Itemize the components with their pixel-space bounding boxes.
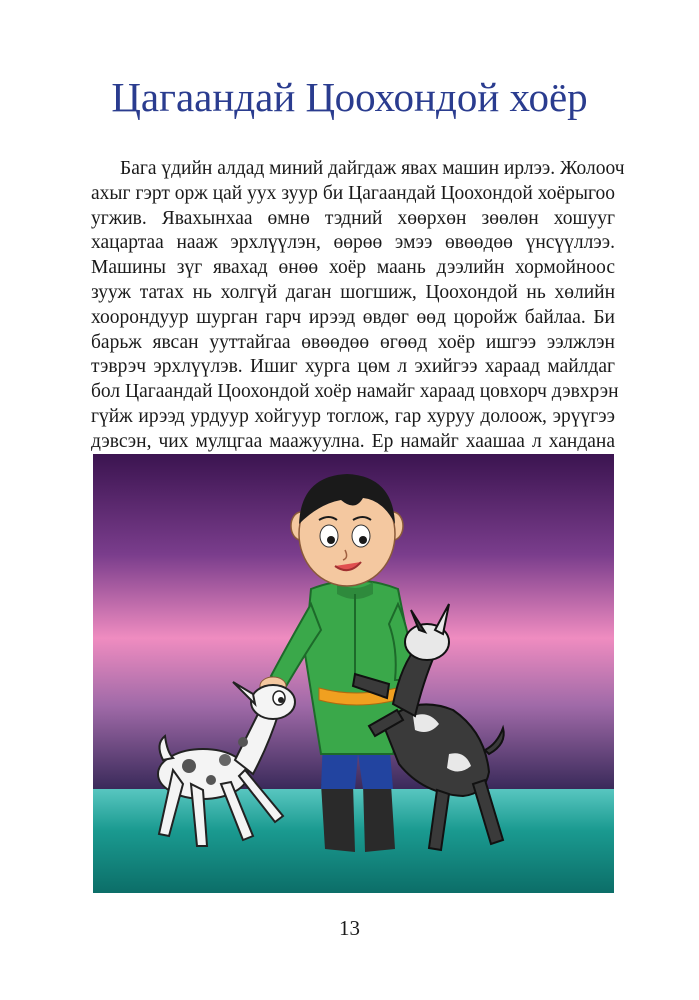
paragraph-line: барьж явсан ууттайгаа өвөөдөө өгөөд хоёр ишгээ ээлжлэн <box>91 331 615 353</box>
page-number: 13 <box>339 916 360 940</box>
paragraph-line: дэвсэн, чих мулцгаа маажуулна. Ер намайг хаашаа л хандана <box>91 430 615 452</box>
paragraph-line: гүйж ирээд урдуур хойгуур тоглож, гар хуруу долоож, эрүүгээ <box>91 405 615 427</box>
paragraph-line: Машины зүг явахад өнөө хоёр маань дээлийн хормойноос <box>91 257 615 279</box>
paragraph-line: тэврэч эрхлүүлэв. Ишиг хурга цөм л эхийгээ хараад майлдаг <box>91 356 615 378</box>
paragraph-line: Бага үдийн алдад миний дайгдаж явах машин ирлээ. Жолооч <box>120 158 625 179</box>
page-title: Цагаандай Цоохондой хоёр <box>111 74 588 120</box>
story-illustration <box>93 454 614 893</box>
paragraph-line: угжив. Явахынхаа өмнө тэдний хөөрхөн зөөлөн хошууг <box>91 207 615 229</box>
paragraph-line: хацартаа нааж эрхлүүлэн, өөрөө эмээ өвөөдөө үнсүүллээ. <box>91 232 615 254</box>
paragraph-line: бол Цагаандай Цоохондой хоёр намайг хараад цовхорч дэвхрэн <box>91 381 619 403</box>
paragraph-line: зууж татах нь холгүй даган шогшиж, Цоохондой нь хөлийн <box>91 281 615 303</box>
paragraph-line: ахыг гэрт орж цай уух зуур би Цагаандай Цоохондой хоёрыгоо <box>91 182 615 204</box>
paragraph-line: хоорондуур шурган гарч ирээд өвдөг өөд цоройж байлаа. Би <box>91 306 615 328</box>
story-paragraph <box>91 157 625 455</box>
